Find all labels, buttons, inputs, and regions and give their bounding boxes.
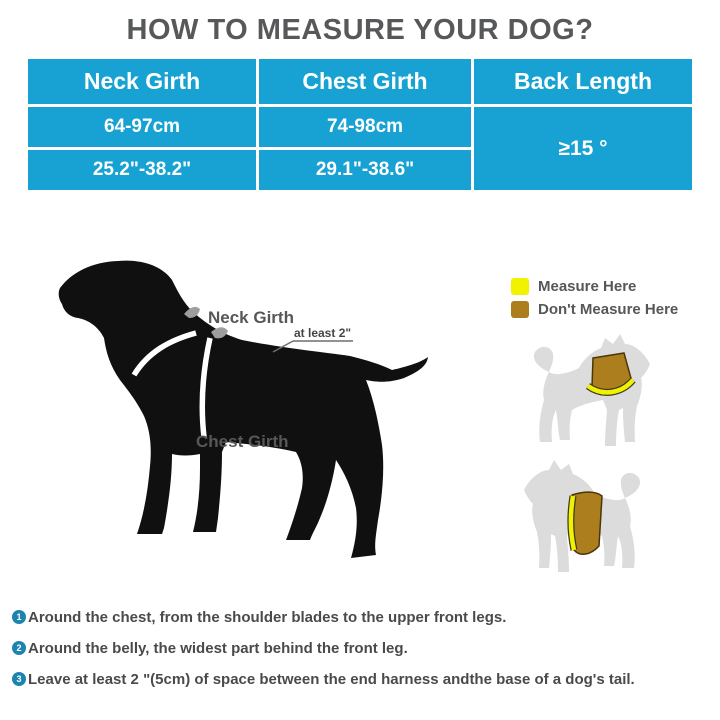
legend-row-measure xyxy=(511,278,678,295)
legend-row-dont-measure xyxy=(511,301,678,318)
neck-girth-label: Neck Girth xyxy=(208,308,294,327)
size-table-header-chest: Chest Girth xyxy=(259,59,471,104)
small-dog-belly-illustration xyxy=(486,458,651,585)
page-title: HOW TO MEASURE YOUR DOG? xyxy=(126,14,594,46)
dont-measure-here-swatch xyxy=(511,301,529,318)
large-dog-illustration xyxy=(30,240,470,600)
chest-girth-label: Chest Girth xyxy=(196,432,289,451)
back-length-angle: ≥15 ° xyxy=(474,107,692,190)
bullet-1-icon: 1 xyxy=(12,610,26,624)
instruction-2-text: Around the belly, the widest part behind the front leg. xyxy=(28,640,408,657)
instruction-item-2 xyxy=(12,640,408,657)
small-dog-neck-illustration xyxy=(523,334,668,454)
measure-here-swatch xyxy=(511,278,529,295)
size-table-header-neck: Neck Girth xyxy=(28,59,256,104)
size-table-header-back: Back Length xyxy=(474,59,692,104)
bullet-3-icon: 3 xyxy=(12,672,26,686)
instruction-1-text: Around the chest, from the shoulder blades to the upper front legs. xyxy=(28,609,507,626)
neck-girth-cm: 64-97cm xyxy=(28,107,256,147)
instruction-item-1 xyxy=(12,609,506,626)
legend xyxy=(511,278,678,324)
at-least-2in-label: at least 2" xyxy=(294,326,352,340)
chest-girth-inches: 29.1"-38.6" xyxy=(259,150,471,190)
size-table xyxy=(28,59,692,190)
neck-girth-inches: 25.2"-38.2" xyxy=(28,150,256,190)
dont-measure-here-label: Don't Measure Here xyxy=(538,301,679,318)
dog-silhouette xyxy=(59,261,428,558)
bullet-2-icon: 2 xyxy=(12,641,26,655)
chest-girth-cm: 74-98cm xyxy=(259,107,471,147)
instruction-item-3 xyxy=(12,671,635,688)
measure-here-label: Measure Here xyxy=(538,278,637,295)
instruction-3-text: Leave at least 2 "(5cm) of space between the end harness andthe base of a dog's tail. xyxy=(28,671,635,688)
